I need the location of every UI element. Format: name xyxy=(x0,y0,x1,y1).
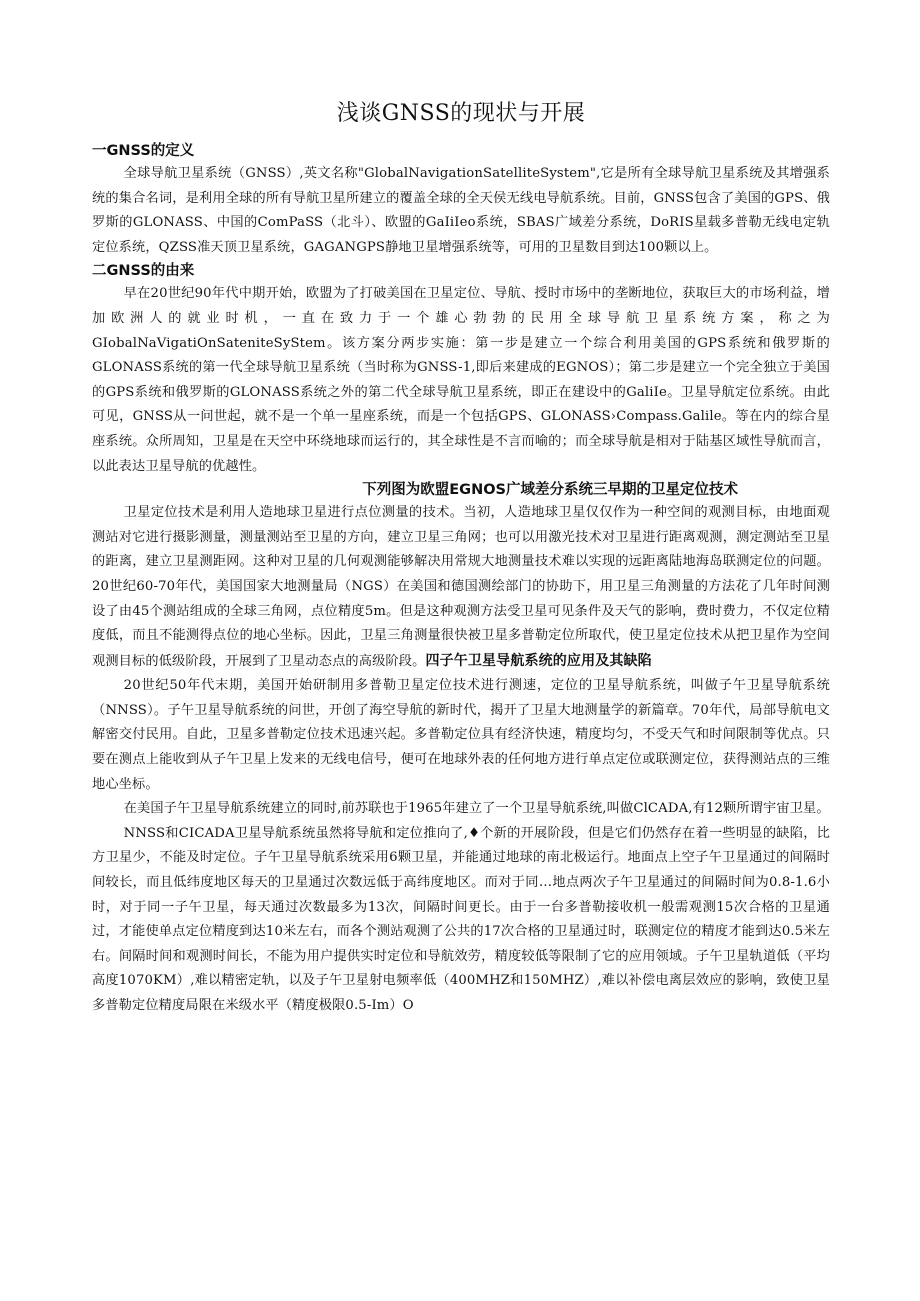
paragraph-early-tech-text: 卫星定位技术是利用人造地球卫星进行点位测量的技术。当初，人造地球卫星仅仅作为一种空间的观测目标，由地面观测站对它进行摄影测量，测量测站至卫星的方向，建立卫星三角网；也可以用激光技术对卫星进行距离观测，测定测站至卫星的距离，建立卫星测距网。这种对卫星的几何观测能够解决用常规大地测量技术难以实现的远距离陆地海岛联测定位的问题。20世纪60-70年代，美国国家大地测量局（NGS）在美国和德国测绘部门的协助下，用卫星三角测量的方法花了几年时间测设了由45个测站组成的全球三角网，点位精度5m。但是这种观测方法受卫星可见条件及天气的影响，费时费力，不仅定位精度低，而且不能测得点位的地心坐标。因此，卫星三角测量很快被卫星多普勒定位所取代，使卫星定位技术从把卫星作为空间观测目标的低级阶段，开展到了卫星动态点的高级阶段。 xyxy=(92,505,830,669)
section-heading-transit: 四子午卫星导航系统的应用及其缺陷 xyxy=(425,652,652,669)
section-heading-origin: 二GNSS的由来 xyxy=(92,263,195,280)
paragraph-transit-3: NNSS和CICADA卫星导航系统虽然将导航和定位推向了,♦个新的开展阶段，但是它们仍然存在着一些明显的缺陷，比方卫星少，不能及时定位。子午卫星导航系统采用6颗卫星，并能通过地球的南北极运行。地面点上空子午卫星通过的间隔时间较长，而且低纬度地区每天的卫星通过次数远低于高纬度地区。而对于同…地点两次子午卫星通过的间隔时间为0.8-1.6小时，对于同一子午卫星，每天通过次数最多为13次，间隔时间更长。由于一台多普勒接收机一般需观测15次合格的卫星通过，才能使单点定位精度到达10米左右，而各个测站观测了公共的17次合格的卫星通过时，联测定位的精度才能到达0.5米左右。间隔时间和观测时间长，不能为用户提供实时定位和导航效劳，精度较低等限制了它的应用领域。子午卫星轨道低（平均高度1070KM）,难以精密定轨，以及子午卫星射电频率低（400MHZ和150MHZ）,难以补偿电离层效应的影响，致使卫星多普勒定位精度局限在米级水平（精度极限0.5-Im）O xyxy=(92,825,830,1013)
paragraph-early-tech xyxy=(92,501,830,674)
section-heading-definition: 一GNSS的定义 xyxy=(92,143,195,159)
paragraph-transit-2: 在美国子午卫星导航系统建立的同时,前苏联也于1965年建立了一个卫星导航系统,叫做ClCADA,有12颗所谓宇宙卫星。 xyxy=(123,801,830,817)
paragraph-definition: 全球导航卫星系统（GNSS）,英文名称"GlobalNavigationSatelliteSystem",它是所有全球导航卫星系统及其增强系统的集合名词，是利用全球的所有导航卫星所建立的覆盖全球的全天侯无线电导航系统。目前，GNSS包含了美国的GPS、俄罗斯的GLONASS、中国的ComPaSS（北斗）、欧盟的GaIiIeo系统，SBAS广域差分系统，DoRIS星载多普勒无线电定轨定位系统，QZSS准天顶卫星系统，GAGANGPS静地卫星增强系统等，可用的卫星数目到达100颗以上。 xyxy=(92,166,830,255)
paragraph-origin: 早在20世纪90年代中期开始，欧盟为了打破美国在卫星定位、导航、授时市场中的垄断地位，获取巨大的市场利益，增加欧洲人的就业时机，一直在致力于一个雄心勃勃的民用全球导航卫星系统方案，称之为GIobalNaVigatiOnSateniteSyStem。该方案分两步实施：第一步是建立一个综合利用美国的GPS系统和俄罗斯的GLONASS系统的第一代全球导航卫星系统（当时称为GNSS-1,即后来建成的EGNOS）；第二步是建立一个完全独立于美国的GPS系统和俄罗斯的GLONASS系统之外的第二代全球导航卫星系统，即正在建设中的GaliIe。卫星导航定位系统。由此可见，GNSS从一问世起，就不是一个单一星座系统，而是一个包括GPS、GLONASS›Compass.Galile。等在内的综合星座系统。众所周知，卫星是在天空中环绕地球而运行的，其全球性是不言而喻的；而全球导航是相对于陆基区域性导航而言，以此表达卫星导航的优越性。 xyxy=(92,286,830,474)
document-page xyxy=(92,98,830,1019)
document-title: 浅谈GNSS的现状与开展 xyxy=(336,101,586,126)
paragraph-transit-1: 20世纪50年代末期，美国开始研制用多普勒卫星定位技术进行测速，定位的卫星导航系统，叫做子午卫星导航系统（NNSS）。子午卫星导航系统的问世，开创了海空导航的新时代，揭开了卫星大地测量学的新篇章。70年代，局部导航电文解密交付民用。自此，卫星多普勒定位技术迅速兴起。多普勒定位具有经济快速，精度均匀，不受天气和时间限制等优点。只要在测点上能收到从子午卫星上发来的无线电信号，便可在地球外表的任何地方进行单点定位或联测定位，获得测站点的三维地心坐标。 xyxy=(92,678,830,792)
section-heading-early-tech: 下列图为欧盟EGNOS广域差分系统三早期的卫星定位技术 xyxy=(362,482,738,499)
